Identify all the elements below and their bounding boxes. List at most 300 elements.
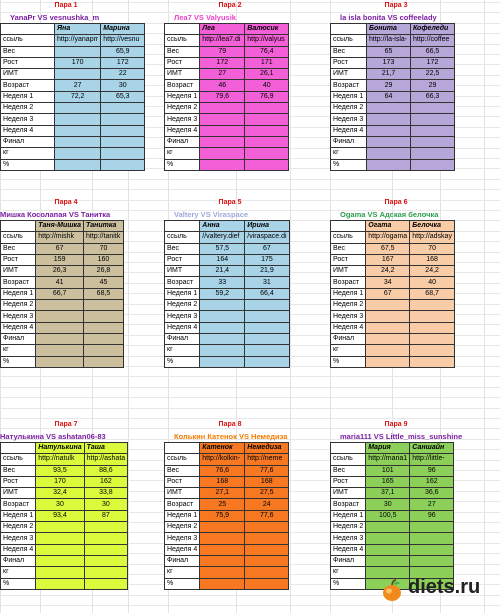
table-row — [165, 443, 289, 454]
profile-link[interactable]: http://little- — [410, 454, 454, 465]
empty-cell — [36, 544, 84, 555]
value-cell: 168 — [410, 254, 455, 265]
empty-cell — [36, 345, 84, 356]
participant-name: Огата — [366, 221, 410, 232]
participant-name: Таня-Мишка — [36, 221, 84, 232]
profile-link[interactable]: http://ashata — [84, 454, 128, 465]
participant-name: Бонита — [367, 24, 411, 35]
empty-cell — [245, 114, 289, 125]
value-cell: 30 — [84, 499, 128, 510]
profile-link[interactable]: http://neme — [245, 454, 289, 465]
value-cell: 33 — [200, 277, 245, 288]
profile-link[interactable]: http://maria1 — [366, 454, 410, 465]
empty-cell — [84, 533, 128, 544]
table-row — [331, 125, 455, 136]
value-cell: 27 — [200, 69, 245, 80]
empty-cell — [367, 103, 411, 114]
value-cell: 96 — [410, 510, 454, 521]
empty-cell — [83, 300, 123, 311]
profile-link[interactable]: http://coffee — [411, 35, 455, 46]
table-row — [165, 69, 289, 80]
value-cell: 77,6 — [245, 510, 289, 521]
row-label: Неделя 1 — [165, 510, 200, 521]
row-label: Неделя 3 — [331, 533, 366, 544]
pair-number-label: Пара 5 — [218, 199, 242, 206]
table-row — [331, 221, 455, 232]
value-cell: 87 — [84, 510, 128, 521]
table-row — [331, 243, 455, 254]
table-row — [331, 24, 455, 35]
empty-cell — [366, 544, 410, 555]
empty-cell — [245, 345, 289, 356]
profile-link[interactable]: http://yanaprr — [55, 35, 101, 46]
row-label: Возраст — [1, 80, 55, 91]
table-row — [1, 465, 128, 476]
empty-cell — [410, 322, 455, 333]
table-row — [1, 488, 128, 499]
row-label: % — [165, 578, 200, 589]
pair-table — [330, 23, 455, 171]
value-cell: 21,4 — [200, 266, 245, 277]
value-cell: 67,5 — [366, 243, 410, 254]
pair-title: Натулькина VS ashatan06-83 — [0, 432, 106, 441]
empty-cell — [245, 311, 289, 322]
empty-cell — [83, 356, 123, 367]
profile-link[interactable]: http://la-isla- — [367, 35, 411, 46]
row-label: % — [331, 578, 366, 589]
row-label — [331, 24, 367, 35]
empty-cell — [101, 159, 145, 170]
pair-number-label: Пара 1 — [54, 2, 78, 9]
pair-number-label: Пара 3 — [384, 2, 408, 9]
table-row — [1, 91, 145, 102]
table-row — [331, 356, 455, 367]
value-cell: 36,6 — [410, 488, 454, 499]
value-cell: 66,3 — [411, 91, 455, 102]
value-cell: 59,2 — [200, 288, 245, 299]
row-label: Неделя 2 — [331, 103, 367, 114]
value-cell: 171 — [245, 57, 289, 68]
table-row — [331, 35, 455, 46]
row-label: Рост — [165, 57, 200, 68]
empty-cell — [200, 522, 245, 533]
value-cell: 41 — [36, 277, 84, 288]
row-label: Неделя 3 — [1, 533, 36, 544]
row-label: Неделя 1 — [1, 288, 36, 299]
empty-cell — [36, 522, 84, 533]
row-label — [165, 24, 200, 35]
empty-cell — [245, 555, 289, 566]
profile-link[interactable]: http://lea7.di — [200, 35, 245, 46]
value-cell: 170 — [55, 57, 101, 68]
table-row — [165, 91, 289, 102]
row-label: Рост — [165, 476, 200, 487]
table-row — [331, 103, 455, 114]
empty-cell — [36, 567, 84, 578]
row-label: Неделя 1 — [331, 510, 366, 521]
value-cell: 79,6 — [200, 91, 245, 102]
row-label: Неделя 2 — [331, 300, 366, 311]
table-row — [1, 69, 145, 80]
row-label: ссыль — [331, 454, 366, 465]
row-label: кг — [1, 345, 36, 356]
empty-cell — [245, 103, 289, 114]
profile-link[interactable]: http://valyus — [245, 35, 289, 46]
empty-cell — [366, 356, 410, 367]
row-label: Вес — [331, 46, 367, 57]
value-cell: 75,9 — [200, 510, 245, 521]
profile-link[interactable]: //valtery.dief — [200, 232, 245, 243]
row-label: ИМТ — [165, 69, 200, 80]
row-label: кг — [1, 567, 36, 578]
row-label — [165, 443, 200, 454]
grid-row-line — [0, 418, 500, 419]
row-label: Неделя 1 — [165, 91, 200, 102]
row-label: Неделя 3 — [1, 311, 36, 322]
table-row — [165, 114, 289, 125]
value-cell: 29 — [367, 80, 411, 91]
value-cell: 21,7 — [367, 69, 411, 80]
table-row — [165, 300, 290, 311]
row-label: Неделя 2 — [1, 103, 55, 114]
value-cell: 79 — [200, 46, 245, 57]
grid-row-line — [0, 376, 500, 377]
row-label: ссыль — [331, 232, 366, 243]
value-cell: 46 — [200, 80, 245, 91]
row-label: Неделя 3 — [331, 311, 366, 322]
table-row — [165, 578, 289, 589]
empty-cell — [200, 322, 245, 333]
participant-name: Кофеледи — [411, 24, 455, 35]
empty-cell — [84, 544, 128, 555]
table-row — [165, 148, 289, 159]
row-label: Возраст — [331, 277, 366, 288]
table-row — [165, 80, 289, 91]
value-cell — [55, 69, 101, 80]
row-label: ссыль — [1, 35, 55, 46]
table-row — [1, 454, 128, 465]
empty-cell — [410, 311, 455, 322]
empty-cell — [83, 322, 123, 333]
value-cell: 164 — [200, 254, 245, 265]
table-row — [331, 57, 455, 68]
pair-table — [164, 442, 289, 590]
table-row — [165, 232, 290, 243]
table-row — [1, 35, 145, 46]
row-label — [331, 221, 366, 232]
value-cell: 70 — [410, 243, 455, 254]
row-label: Возраст — [331, 499, 366, 510]
empty-cell — [101, 148, 145, 159]
table-row — [165, 567, 289, 578]
table-row — [165, 103, 289, 114]
value-cell: 65 — [367, 46, 411, 57]
row-label: кг — [331, 567, 366, 578]
table-row — [1, 300, 124, 311]
empty-cell — [245, 148, 289, 159]
value-cell: 165 — [366, 476, 410, 487]
row-label: ссыль — [1, 454, 36, 465]
row-label: кг — [1, 148, 55, 159]
empty-cell — [245, 533, 289, 544]
table-row — [331, 345, 455, 356]
table-row — [1, 57, 145, 68]
empty-cell — [84, 578, 128, 589]
empty-cell — [200, 125, 245, 136]
row-label: Неделя 1 — [331, 288, 366, 299]
row-label: Неделя 4 — [331, 544, 366, 555]
table-row — [1, 254, 124, 265]
table-row — [331, 522, 454, 533]
row-label: ссыль — [165, 35, 200, 46]
profile-link[interactable]: http://tanitk — [83, 232, 123, 243]
table-row — [165, 288, 290, 299]
profile-link[interactable]: http://mishk — [36, 232, 84, 243]
value-cell: 45 — [83, 277, 123, 288]
value-cell: 27,5 — [245, 488, 289, 499]
table-row — [331, 136, 455, 147]
table-row — [331, 254, 455, 265]
empty-cell — [411, 125, 455, 136]
empty-cell — [411, 159, 455, 170]
empty-cell — [36, 533, 84, 544]
row-label — [1, 443, 36, 454]
empty-cell — [200, 578, 245, 589]
row-label: Финал — [331, 555, 366, 566]
row-label: Возраст — [331, 80, 367, 91]
empty-cell — [410, 333, 455, 344]
value-cell: 160 — [83, 254, 123, 265]
profile-link[interactable]: http://adskay — [410, 232, 455, 243]
table-row — [1, 136, 145, 147]
table-row — [1, 533, 128, 544]
table-row — [331, 533, 454, 544]
value-cell: 21,9 — [245, 266, 289, 277]
table-row — [165, 510, 289, 521]
value-cell: 29 — [411, 80, 455, 91]
value-cell: 173 — [367, 57, 411, 68]
row-label: Неделя 4 — [1, 322, 36, 333]
empty-cell — [200, 159, 245, 170]
table-row — [165, 24, 289, 35]
row-label: Рост — [1, 57, 55, 68]
row-label: ИМТ — [1, 266, 36, 277]
row-label: Неделя 3 — [165, 533, 200, 544]
table-row — [1, 159, 145, 170]
table-row — [1, 148, 145, 159]
value-cell: 162 — [410, 476, 454, 487]
row-label: Финал — [331, 136, 367, 147]
table-row — [1, 333, 124, 344]
table-row — [165, 322, 290, 333]
table-row — [165, 333, 290, 344]
empty-cell — [366, 533, 410, 544]
row-label: % — [331, 159, 367, 170]
table-row — [331, 266, 455, 277]
profile-link[interactable]: /viraspace.di — [245, 232, 289, 243]
row-label: Рост — [165, 254, 200, 265]
table-row — [165, 57, 289, 68]
pair-title: Ogama VS Адская белочка — [340, 210, 439, 219]
table-row — [1, 544, 128, 555]
row-label: ссыль — [1, 232, 36, 243]
value-cell: 66,4 — [245, 288, 289, 299]
row-label: Вес — [165, 46, 200, 57]
value-cell: 32,4 — [36, 488, 84, 499]
empty-cell — [200, 311, 245, 322]
table-row — [165, 221, 290, 232]
row-label: Неделя 4 — [165, 125, 200, 136]
empty-cell — [245, 159, 289, 170]
value-cell: 72,2 — [55, 91, 101, 102]
pair-title: YanaPr VS vesnushka_m — [10, 13, 100, 22]
empty-cell — [83, 333, 123, 344]
table-row — [1, 24, 145, 35]
row-label: Возраст — [165, 80, 200, 91]
participant-name: Анна — [200, 221, 245, 232]
pair-table — [0, 23, 145, 171]
table-row — [165, 136, 289, 147]
value-cell: 76,9 — [245, 91, 289, 102]
table-row — [1, 322, 124, 333]
empty-cell — [366, 333, 410, 344]
row-label: Неделя 4 — [165, 322, 200, 333]
row-label: Неделя 3 — [331, 114, 367, 125]
value-cell: 27 — [55, 80, 101, 91]
row-label: ИМТ — [331, 266, 366, 277]
row-label: ИМТ — [331, 488, 366, 499]
empty-cell — [245, 567, 289, 578]
empty-cell — [55, 136, 101, 147]
row-label: ссыль — [331, 35, 367, 46]
empty-cell — [36, 555, 84, 566]
table-row — [1, 578, 128, 589]
row-label: % — [165, 356, 200, 367]
table-row — [331, 80, 455, 91]
table-row — [331, 114, 455, 125]
table-row — [1, 277, 124, 288]
table-row — [331, 333, 455, 344]
value-cell: 172 — [200, 57, 245, 68]
row-label: Финал — [1, 333, 36, 344]
value-cell: 159 — [36, 254, 84, 265]
value-cell: 168 — [200, 476, 245, 487]
table-row — [1, 443, 128, 454]
pair-title: Valtery VS Viraspace — [174, 210, 249, 219]
empty-cell — [367, 148, 411, 159]
participant-name: Саншайн — [410, 443, 454, 454]
row-label: Неделя 2 — [1, 522, 36, 533]
table-row — [1, 114, 145, 125]
value-cell: 77,6 — [245, 465, 289, 476]
empty-cell — [200, 148, 245, 159]
grid-row-line — [0, 428, 500, 429]
table-row — [165, 46, 289, 57]
empty-cell — [200, 103, 245, 114]
row-label: Вес — [165, 465, 200, 476]
value-cell: 37,1 — [366, 488, 410, 499]
row-label: Финал — [165, 136, 200, 147]
empty-cell — [411, 148, 455, 159]
value-cell: 70 — [83, 243, 123, 254]
empty-cell — [410, 345, 455, 356]
row-label: Неделя 2 — [331, 522, 366, 533]
table-row — [331, 476, 454, 487]
row-label: Вес — [1, 243, 36, 254]
empty-cell — [36, 578, 84, 589]
row-label: % — [165, 159, 200, 170]
value-cell: 64 — [367, 91, 411, 102]
value-cell: 88,6 — [84, 465, 128, 476]
row-label: Возраст — [1, 277, 36, 288]
pair-title: Леа7 VS Valyusik — [174, 13, 236, 22]
row-label — [1, 221, 36, 232]
pair-number-label: Пара 2 — [218, 2, 242, 9]
table-row — [1, 243, 124, 254]
empty-cell — [410, 533, 454, 544]
participant-name: Ирина — [245, 221, 289, 232]
row-label: Неделя 2 — [165, 522, 200, 533]
row-label: ИМТ — [1, 69, 55, 80]
row-label: % — [1, 578, 36, 589]
value-cell: 40 — [410, 277, 455, 288]
table-row — [331, 91, 455, 102]
row-label: ИМТ — [165, 488, 200, 499]
empty-cell — [366, 345, 410, 356]
row-label: кг — [165, 567, 200, 578]
participant-name: Танитка — [83, 221, 123, 232]
participant-name: Марина — [101, 24, 145, 35]
profile-link[interactable]: http://vesnu — [101, 35, 145, 46]
row-label: кг — [165, 148, 200, 159]
profile-link[interactable]: http://natulk — [36, 454, 84, 465]
empty-cell — [245, 522, 289, 533]
value-cell: 68,7 — [410, 288, 455, 299]
value-cell: 33,8 — [84, 488, 128, 499]
value-cell: 67 — [36, 243, 84, 254]
value-cell: 30 — [366, 499, 410, 510]
profile-link[interactable]: http://ogama — [366, 232, 410, 243]
empty-cell — [245, 300, 289, 311]
row-label: Рост — [1, 476, 36, 487]
pair-table — [164, 23, 289, 171]
pair-table — [0, 442, 128, 590]
pair-table — [330, 442, 454, 590]
empty-cell — [55, 103, 101, 114]
table-row — [331, 148, 455, 159]
table-row — [165, 476, 289, 487]
pair-title: Колькин Катенок VS Немедиза — [174, 432, 288, 441]
participant-name: Немедиза — [245, 443, 289, 454]
table-row — [165, 499, 289, 510]
row-label: ИМТ — [165, 266, 200, 277]
table-row — [165, 266, 290, 277]
empty-cell — [245, 578, 289, 589]
row-label: Неделя 2 — [165, 300, 200, 311]
row-label: Вес — [331, 465, 366, 476]
empty-cell — [84, 555, 128, 566]
profile-link[interactable]: http://kolkin- — [200, 454, 245, 465]
table-row — [165, 277, 290, 288]
table-row — [1, 499, 128, 510]
value-cell: 172 — [411, 57, 455, 68]
empty-cell — [101, 136, 145, 147]
empty-cell — [245, 544, 289, 555]
table-row — [331, 510, 454, 521]
table-row — [1, 288, 124, 299]
table-row — [331, 555, 454, 566]
row-label: Неделя 1 — [1, 510, 36, 521]
